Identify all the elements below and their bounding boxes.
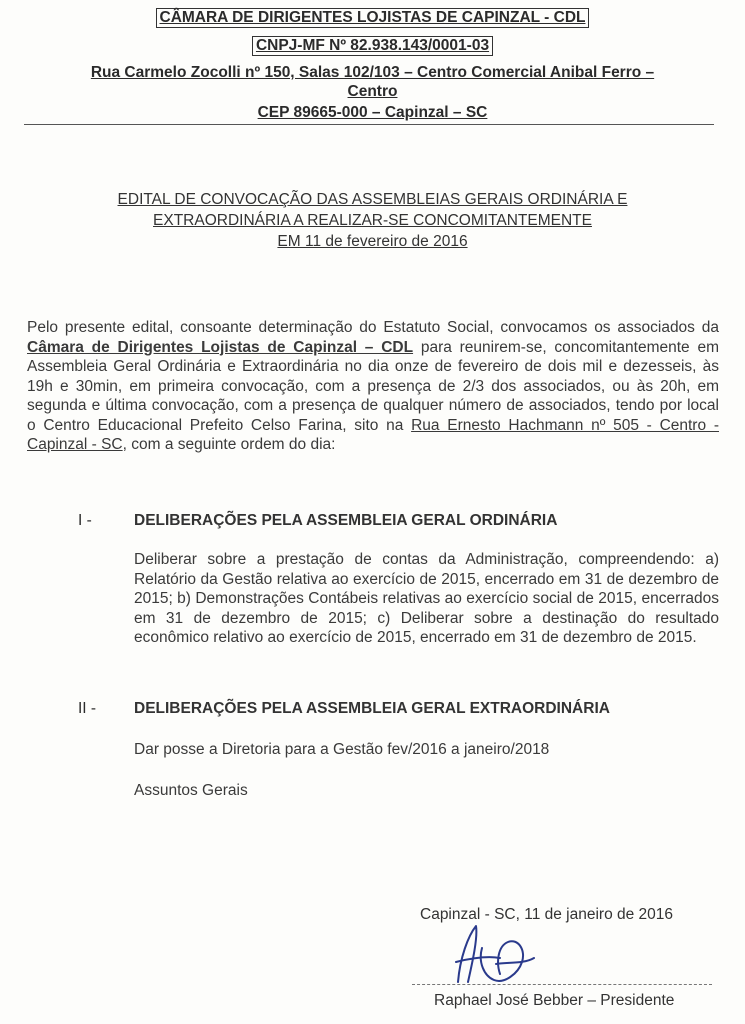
header-divider	[24, 124, 714, 125]
signatory-name: Raphael José Bebber – Presidente	[434, 992, 675, 1009]
header-org-name: CÂMARA DE DIRIGENTES LOJISTAS DE CAPINZAL - CDL	[0, 8, 745, 28]
section2-heading: DELIBERAÇÕES PELA ASSEMBLEIA GERAL EXTRAORDINÁRIA	[134, 700, 610, 717]
signature-scribble	[438, 918, 538, 990]
section1-number: I -	[78, 512, 92, 529]
signature-line	[412, 984, 712, 985]
meeting-address: Rua Ernesto Hachmann nº 505 - Centro - Capinzal - SC	[27, 416, 719, 453]
intro-paragraph: Pelo presente edital, consoante determinação do Estatuto Social, convocamos os associados da Câmara de Dirigentes Lojistas de Capinzal – CDL para reunirem-se, concomitantemente em Assembleia Geral Ordinária e Extraordinária no dia onze de fevereiro de dois mil e dezesseis, às 19h e 30min, em primeira convocação, com a presença de 2/3 dos associados, ou às 20h, em segunda e última convocação, com a presença de qualquer número de associados, tendo por local o Centro Educacional Prefeito Celso Farina, sito na Rua Ernesto Hachmann nº 505 - Centro - Capinzal - SC, com a seguinte ordem do dia:	[27, 319, 719, 453]
header-cnpj: CNPJ-MF Nº 82.938.143/0001-03	[0, 36, 745, 56]
header-cep: CEP 89665-000 – Capinzal – SC	[257, 104, 488, 121]
section2-item2: Assuntos Gerais	[134, 782, 248, 799]
section1-heading: DELIBERAÇÕES PELA ASSEMBLEIA GERAL ORDINÁRIA	[134, 512, 558, 529]
header-address-line1: Rua Carmelo Zocolli nº 150, Salas 102/103 – Centro Comercial Anibal Ferro –	[90, 64, 655, 81]
title-line2: EXTRAORDINÁRIA A REALIZAR-SE CONCOMITANTEMENTE	[153, 212, 592, 229]
title-line3: EM 11 de fevereiro de 2016	[277, 233, 468, 250]
section2-number: II -	[78, 700, 97, 717]
section2-item1: Dar posse a Diretoria para a Gestão fev/2016 a janeiro/2018	[134, 741, 550, 758]
place-date: Capinzal - SC, 11 de janeiro de 2016	[420, 906, 674, 923]
header-address-line2: Centro	[347, 83, 398, 100]
section1-body: Deliberar sobre a prestação de contas da Administração, compreendendo: a) Relatório da Gestão relativa ao exercício de 2015, encerrado em 31 de dezembro de 2015; b) Demonstrações Contábeis relativas ao exercício social de 2015, encerrados em 31 de dezembro de 2015; c) Deliberar sobre a destinação do resultado econômico relativo ao exercício de 2015, encerrado em 31 de dezembro de 2015.	[134, 551, 719, 646]
title-line1: EDITAL DE CONVOCAÇÃO DAS ASSEMBLEIAS GERAIS ORDINÁRIA E	[117, 191, 628, 208]
org-name-bold: Câmara de Dirigentes Lojistas de Capinzal – CDL	[27, 338, 414, 356]
